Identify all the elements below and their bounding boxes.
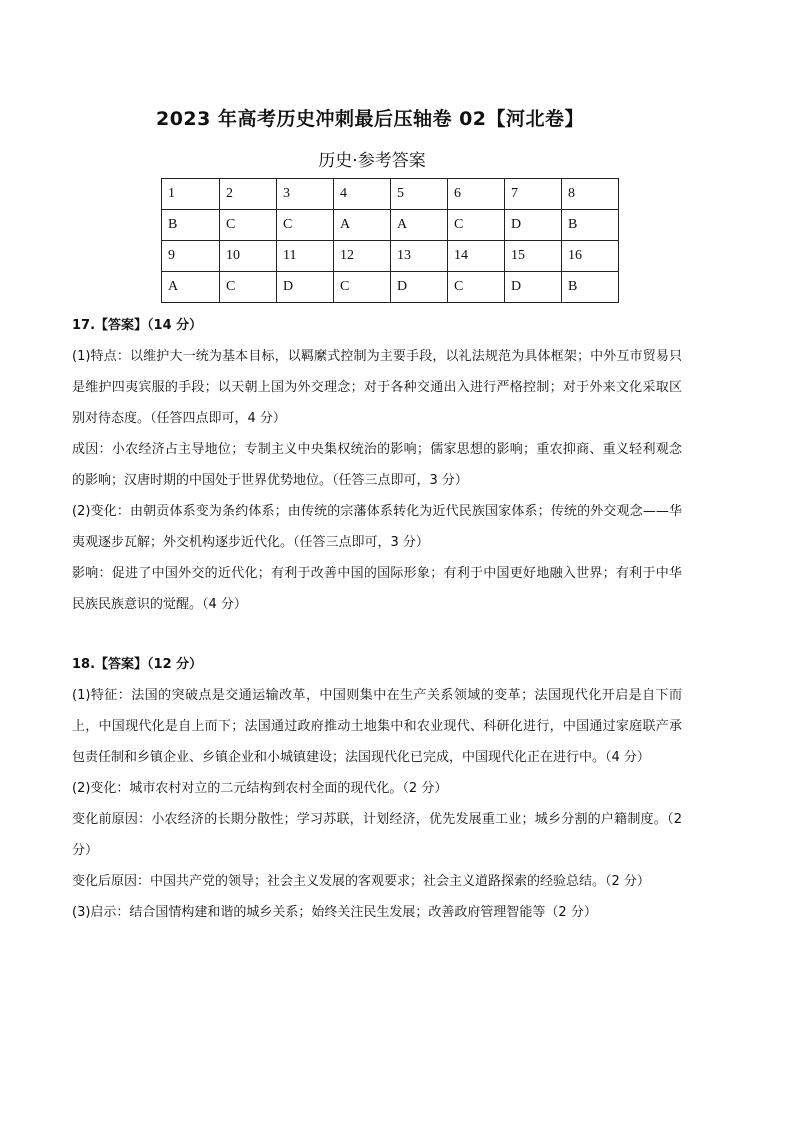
answer-table (161, 178, 619, 303)
table-cell: D (505, 210, 562, 241)
answer-paragraph: 影响：促进了中国外交的近代化；有利于改善中国的国际形象；有利于中国更好地融入世界；有利于中华民族民族意识的觉醒。（4 分） (72, 566, 682, 612)
table-cell: 3 (277, 179, 334, 210)
answer-paragraph: 变化后原因：中国共产党的领导；社会主义发展的客观要求；社会主义道路探索的经验总结。（2 分） (72, 874, 650, 889)
table-cell: D (505, 272, 562, 303)
table-cell: 9 (162, 241, 220, 272)
answer-paragraph: (1)特征：法国的突破点是交通运输改革，中国则集中在生产关系领域的变革；法国现代化开启是自下而上，中国现代化是自上而下；法国通过政府推动土地集中和农业现代、科研化进行，中国通过家庭联产承包责任制和乡镇企业、乡镇企业和小城镇建设；法国现代化已完成，中国现代化正在进行中。（4 分） (72, 688, 682, 765)
table-cell: 2 (220, 179, 277, 210)
answer-paragraph: 成因：小农经济占主导地位；专制主义中央集权统治的影响；儒家思想的影响；重农抑商、重义轻利观念的影响；汉唐时期的中国处于世界优势地位。（任答三点即可，3 分） (72, 442, 682, 488)
table-cell: C (220, 210, 277, 241)
table-cell: 6 (448, 179, 505, 210)
answer-body (72, 311, 682, 928)
document-title: 2023 年高考历史冲刺最后压轴卷 02【河北卷】 (155, 108, 585, 130)
section-heading: 17.【答案】（14 分） (72, 318, 203, 333)
table-cell: 11 (277, 241, 334, 272)
table-cell: C (448, 272, 505, 303)
answer-paragraph: (2)变化：城市农村对立的二元结构到农村全面的现代化。（2 分） (72, 781, 448, 796)
table-cell: B (562, 272, 619, 303)
table-cell: D (277, 272, 334, 303)
table-cell: 14 (448, 241, 505, 272)
table-cell: C (334, 272, 391, 303)
table-cell: 4 (334, 179, 391, 210)
table-cell: A (334, 210, 391, 241)
answer-paragraph: (2)变化：由朝贡体系变为条约体系；由传统的宗藩体系转化为近代民族国家体系；传统的外交观念——华夷观逐步瓦解；外交机构逐步近代化。（任答三点即可，3 分） (72, 504, 682, 550)
table-cell: A (162, 272, 220, 303)
answer-paragraph: (1)特点：以维护大一统为基本目标，以羁縻式控制为主要手段，以礼法规范为具体框架；中外互市贸易只是维护四夷宾服的手段；以天朝上国为外交理念；对于各种交通出入进行严格控制；对于外来文化采取区别对待态度。（任答四点即可，4 分） (72, 349, 682, 426)
table-cell: A (391, 210, 448, 241)
table-cell: 1 (162, 179, 220, 210)
table-cell: C (220, 272, 277, 303)
table-cell: B (162, 210, 220, 241)
table-cell: 10 (220, 241, 277, 272)
table-cell: 5 (391, 179, 448, 210)
table-cell: 8 (562, 179, 619, 210)
table-row (162, 210, 619, 241)
section-spacer (72, 620, 682, 650)
table-cell: 12 (334, 241, 391, 272)
table-cell: D (391, 272, 448, 303)
table-row (162, 179, 619, 210)
table-row (162, 272, 619, 303)
table-cell: 13 (391, 241, 448, 272)
table-cell: C (448, 210, 505, 241)
table-cell: B (562, 210, 619, 241)
table-cell: 15 (505, 241, 562, 272)
answer-paragraph: 变化前原因：小农经济的长期分散性；学习苏联，计划经济，优先发展重工业；城乡分割的户籍制度。（2 分） (72, 812, 682, 858)
section-heading: 18.【答案】（12 分） (72, 657, 203, 672)
table-cell: 7 (505, 179, 562, 210)
table-cell: C (277, 210, 334, 241)
document-subtitle: 历史·参考答案 (318, 151, 426, 171)
table-row (162, 241, 619, 272)
table-cell: 16 (562, 241, 619, 272)
answer-paragraph: (3)启示：结合国情构建和谐的城乡关系；始终关注民生发展；改善政府管理智能等（2 分） (72, 905, 597, 920)
